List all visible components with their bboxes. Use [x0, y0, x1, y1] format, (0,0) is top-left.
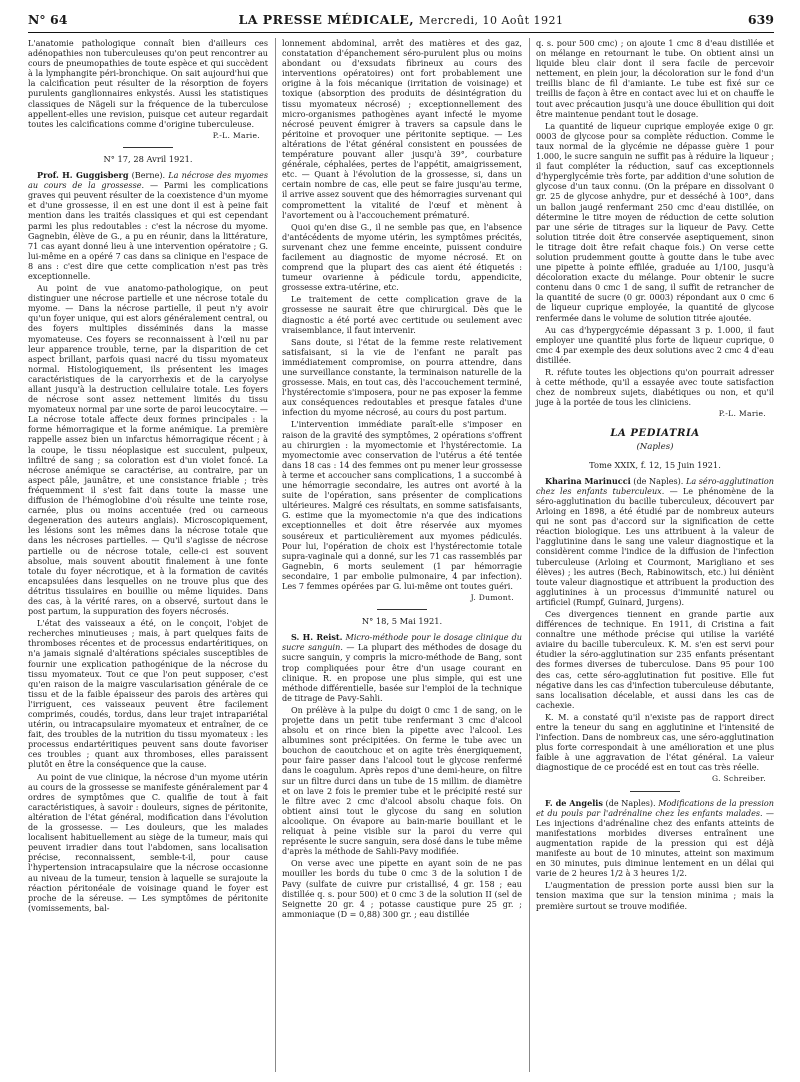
article-abstract — [536, 476, 774, 607]
column-divider — [275, 38, 276, 1072]
paragraph: lonnement abdominal, arrêt des matières et des gaz, constatation d'épanchement séro-purulent plus ou moins abondant ou d'exsudats fibrineux au cours des interventions opératoires) ont fort probablement une origine à la fois mécanique (irritation de voisinage) et toxique (absorption des produits de désintégration du tissu myomateux nécrosé) ; exceptionnellement des micro-organismes pathogènes ayant infecté le myome nécrosé peuvent émigrer à travers sa capsule dans le péritoine et provoquer une péritonite septique. — Les altérations de l'état général consistent en poussées de température pouvant aller jusqu'à 39°, courbature générale, céphalées, pertes de l'appétit, amaigrissement, etc. — Quant à l'évolution de la grossesse, si, dans un certain nombre de cas, elle peut se faire jusqu'au terme, il arrive assez souvent que des hémorragies survenant qui compromettent la vitalité de l'œuf et mènent à l'avortement ou à l'accouchement prématuré. — [282, 38, 522, 220]
paragraph: L'intervention immédiate paraît-elle s'imposer en raison de la gravité des symptômes, 2 opérations s'offrent au chirurgien : la myomectomie et l'hystérectomie. La myomectomie avec conservation de l'utérus a été tentée dans 18 cas : 14 des femmes ont pu mener leur grossesse à terme et accoucher sans complications, 1 a succombé à une hémorragie secondaire, les autres ont avorté à la suite de l'opération, sans présenter de complications ultérieures. Malgré ces résultats, en somme satisfaisants, G. estime que la myomectomie n'a que des indications exceptionnelles et doit être réservée aux myomes souséreux et particulièrement aux myomes pédiculés. Pour lui, l'opération de choix est l'hystérectomie totale supra-vaginale qui a donné, sur les 71 cas rassemblés par Gagnebin, 6 morts seulement (1 par hémorragie secondaire, 1 par embolie pulmonaire, 4 par infection). Les 7 femmes opérées par G. lui-même ont toutes guéri. — [282, 419, 522, 591]
author-place: (de Naples). — [630, 475, 686, 486]
journal-section-city: (Naples) — [636, 441, 674, 452]
column-3 — [536, 38, 774, 913]
author-signature: J. Dumont. — [470, 593, 514, 603]
paragraph: R. réfute toutes les objections qu'on pourrait adresser à cette méthode, qu'il a essayée avec toute satisfaction chez de nombreux sujets, diabétiques ou non, et qu'il juge à la portée de tous les cliniciens. — [536, 367, 774, 408]
paragraph: La quantité de liqueur cuprique employée exige 0 gr. 0003 de glycose pour sa complète réduction. Comme le taux normal de la glycémie ne dépasse guère 1 pour 1.000, le sucre sanguin ne suffit pas à réduire la liqueur ; il faut compléter la réduction, sauf cas exceptionnels d'hyperglycémie très forte, par addition d'une solution de glycose d'un taux connu. (On la prépare en dissolvant 0 gr. 25 de glycose anhydre, pur et desséché à 100°, dans un ballon jaugé renfermant 250 cmc d'eau distillée, on détermine le titre moyen de réduction de cette solution par une série de titrages sur la liqueur de Pavy. Cette solution titrée doit être conservée aseptiquement, sinon le titrage doit être refait chaque fois.) On verse cette solution prudemment goutte à goutte dans le tube avec une pipette à pointe effilée, graduée au 1/100, jusqu'à décoloration exacte du mélange. Pour obtenir le sucre contenu dans 0 cmc 1 de sang, il suffit de retrancher de la quantité de sucre (0 gr. 0003) répondant aux 0 cmc 6 de liqueur cuprique employée, la quantité de glycose renfermée dans le volume de solution titrée ajoutée. — [536, 120, 774, 323]
article-title: Modifications de la pression et du pouls par l'adrénaline chez les enfants malades. — [536, 797, 774, 818]
article-title: La séro-agglutination chez les enfants tuberculeux. — [536, 475, 774, 496]
paragraph: Quoi qu'en dise G., il ne semble pas que, en l'absence d'antécédents de myome utérin, les symptômes précités, survenant chez une femme enceinte, puissent conduire facilement au diagnostic de myome nécrosé. Et on comprend que la plupart des cas aient été étiquetés : tumeur ovarienne à pédicule tordu, appendicite, grossesse extra-utérine, etc. — [282, 221, 522, 293]
author-signature: P.-L. Marie. — [212, 130, 260, 140]
article-title: La nécrose des myomes au cours de la grossesse. — [28, 170, 268, 191]
author-place: (de Naples). — [602, 797, 659, 808]
section-rule — [630, 791, 680, 792]
paragraph: On prélève à la pulpe du doigt 0 cmc 1 de sang, on le projette dans un petit tube renfermant 3 cmc d'alcool absolu et on rince bien la pipette avec l'alcool. Les albumines sont précipitées. On ferme le tube avec un bouchon de caoutchouc et on agite très énergiquement, pour faire passer dans l'alcool tout le glycose renfermé dans le coagulum. Après repos d'une demi-heure, on filtre sur un filtre durci dans un tube de 15 millim. de diamètre et on lave 2 fois le premier tube et le précipité resté sur le filtre avec 2 cmc d'alcool absolu chaque fois. On obtient ainsi tout le glycose du sang en solution alcoolique. On évapore au bain-marie bouillant et le reliquat à peine visible sur la paroi du verre qui représente le sucre sanguin, sera dosé dans le tube même d'après la méthode de Sahli-Pavy modifiée. — [282, 704, 522, 857]
article-title: Micro-méthode pour le dosage clinique du sucre sanguin. — [282, 632, 522, 653]
issue-heading: N° 17, 28 Avril 1921. — [103, 153, 193, 164]
article-text: — Les injections d'adrénaline chez des enfants atteints de manifestations morbides diverses entraînent une augmentation rapide de la pression qui est déjà manifeste au bout de 10 minutes, atteint son maximum en 30 minutes, puis diminue lentement en un délai qui varie de 2 heures 1/2 à 3 heures 1/2. — [536, 807, 774, 879]
paragraph: Le traitement de cette complication grave de la grossesse ne saurait être que chirurgical. Dès que le diagnostic a été porté avec certitude ou seulement avec vraisemblance, il faut intervenir. — [282, 294, 522, 335]
issue-number: N° 64 — [28, 12, 68, 27]
paragraph: Au cas d'hypergycémie dépassant 3 p. 1.000, il faut employer une quantité plus forte de liqueur cuprique, 0 cmc 4 par exemple des deux solutions avec 2 cmc 4 d'eau distillée. — [536, 324, 774, 365]
issue-date: Mercredi, 10 Août 1921 — [418, 14, 564, 27]
journal-section-title: LA PEDIATRIA — [610, 428, 700, 440]
article-abstract — [282, 632, 522, 703]
article-author: S. H. Reist. — [291, 632, 343, 643]
article-abstract — [28, 170, 268, 281]
article-author: Kharina Marinucci — [545, 475, 631, 486]
paragraph: q. s. pour 500 cmc) ; on ajoute 1 cmc 8 d'eau distillée et on mélange en retournant le tube. On obtient ainsi un liquide bleu clair dont il sera facile de percevoir nettement, en plein jour, la décoloration sur le fond d'un treillis blanc de fil d'amiante. Le tube est fixé sur ce treillis de façon à être en contact avec lui et on chauffe le tout avec précaution jusqu'à une douce ébullition qui doit être maintenue pendant tout le dosage. — [536, 38, 774, 119]
article-abstract — [536, 798, 774, 879]
article-text: — Parmi les complications graves qui peuvent résulter de la coexistence d'un myome et d'une grossesse, il en est une dont il est à peine fait mention dans les traités classiques et qui est cependant parmi les plus redoutables : c'est la nécrose du myome. Gagnebin, élève de G., a pu en réunir, dans la littérature, 71 cas ayant donné lieu à une intervention opératoire ; G. lui-même en a opéré 7 cas dans sa clinique en l'espace de 8 ans : c'est dire que cette complication n'est pas très exceptionnelle. — [28, 180, 268, 281]
journal-title — [28, 12, 774, 27]
paragraph: L'augmentation de pression porte aussi bien sur la tension maxima que sur la tension minima ; mais la première surtout se trouve modifiée. — [536, 880, 774, 911]
section-rule — [377, 609, 427, 610]
running-head — [28, 10, 774, 33]
page-number: 639 — [747, 12, 774, 27]
journal-name: LA PRESSE MÉDICALE, — [238, 12, 415, 27]
article-text: — Le phénomène de la séro-agglutination du bacille tuberculeux, découvert par Arloing en 1898, a été étudié par de nombreux auteurs qui ne sont pas d'accord sur la signification de cette réaction biologique. Les uns attribuent à la valeur de l'agglutinine dans le sang une valeur diagnostique et la considèrent comme l'indice de la diffusion de l'infection tuberculeuse (Arloing et Courmont, Marigliano et ses élèves) ; les autres (Bech, Rabinowitsch, etc.) lui déniènt toute valeur diagnostique et attribuent la production des agglutinines à un processus d'immunité naturel ou artificiel (Rumpf, Guinard, Jurgens). — [536, 485, 774, 607]
paragraph: L'état des vaisseaux a été, on le conçoit, l'objet de recherches minutieuses ; mais, à part quelques faits de thromboses récentes et de processus endartéritiques, on n'a jamais signalé d'altérations spéciales susceptibles de fournir une explication pathogénique de la nécrose du tissu myomateux. Tout ce que l'on peut supposer, c'est qu'en raison de la maigre vascularisation générale de ce tissu et de la faible épaisseur des parois des artères qui l'irriguent, ces vaisseaux peuvent être facilement comprimés, coudés, tordus, dans leur trajet intrapariétal utérin, ou intracapsulaire myomateux et entraîner, de ce fait, des troubles de la nutrition du tissu myomateux : les processus endartéritiques peuvent sans doute favoriser ces troubles ; quant aux thromboses, elles paraissent plutôt en être la conséquence que la cause. — [28, 618, 268, 770]
paragraph: Au point de vue anatomo-pathologique, on peut distinguer une nécrose partielle et une nécrose totale du myome. — Dans la nécrose partielle, il peut n'y avoir qu'un foyer unique, qui est alors généralement central, ou des foyers multiples disséminés dans la masse myomateuse. Ces foyers se reconnaissent à l'œil nu par leur apparence trouble, terne, par la disparition de cet aspect brillant, parfois quasi nacré du tissu myomateux normal. Histologiquement, ils présentent les images caractéristiques de la caryorrhexis et de la caryolyse allant jusqu'à la destruction cellulaire totale. Les foyers de nécrose sont assez nettement limités du tissu myomateux normal par une sorte de paroi leucocytaire. — La nécrose totale affecte deux formes principales : la forme hémorragique et la forme anémique. La première rappelle assez bien un infarctus hémorragique récent ; à la coupe, le tissu néoplasique est succulent, pulpeux, infiltré de sang ; sa coloration est d'un violet foncé. La nécrose anémique se caractérise, au contraire, par un aspect pâle, jaunâtre, et une consistance friable ; très fréquemment il s'est fait dans toute la masse une diffusion de l'hémoglobine d'où résulte une teinte rose, carnée, plus ou moins accentuée (red ou carneous degeneration des auteurs anglais). Microscopiquement, les lésions sont les mêmes dans la nécrose totale que dans les nécroses partielles. — Qu'il s'agisse de nécrose partielle ou de nécrose totale, celle-ci est souvent absolue, mais souvent aboutit finalement à une fonte totale du foyer nécrotique, et à la formation de cavités encapsulées dans lesquelles on ne trouve plus que des détritus tissulaires en bouillie ou même liquides. Dans des cas, à la vérité rares, on a observé, surtout dans le post partum, la suppuration des foyers nécrosés. — [28, 283, 268, 617]
paragraph: On verse avec une pipette en ayant soin de ne pas mouiller les bords du tube 0 cmc 3 de la solution I de Pavy (sulfate de cuivre pur cristallisé, 4 gr. 158 ; eau distillée q. s. pour 500) et 0 cmc 3 de la solution II (sel de Seignette 20 gr. 4 ; potasse caustique pure 25 gr. ; ammoniaque (D = 0,88) 300 gr. ; eau distillée — [282, 858, 522, 919]
author-signature: P.-L. Marie. — [718, 409, 766, 419]
article-text: — La plupart des méthodes de dosage du sucre sanguin, y compris la micro-méthode de Bang, sont trop compliquées pour être d'un usage courant en clinique. R. en propose une plus simple, qui est une méthode différentielle, basée sur l'emploi de la technique de titrage de Pavy-Sahli. — [282, 642, 522, 703]
column-divider — [529, 38, 530, 1072]
author-signature: G. Schreiber. — [712, 774, 766, 784]
author-place: (Berne). — [128, 170, 169, 181]
article-author: F. de Angelis — [545, 797, 603, 808]
column-1 — [28, 38, 268, 915]
paragraph: Sans doute, si l'état de la femme reste relativement satisfaisant, si la vie de l'enfant ne paraît pas immédiatement compromise, on pourra attendre, dans une surveillance constante, la terminaison naturelle de la grossesse. Mais, en tout cas, dès l'accouchement terminé, l'hystérectomie s'imposera, pour ne pas exposer la femme aux conséquences redoutables et presque fatales d'une infection du myome nécrosé, au cours du post partum. — [282, 336, 522, 418]
paragraph: Ces divergences tiennent en grande partie aux différences de technique. En 1911, di Cristina a fait connaître une méthode précise qui utilise la variété aviaire du bacille tuberculeux. K. M. s'en est servi pour étudier la séro-agglutination sur 235 enfants présentant des formes diverses de tuberculose. Dans 95 pour 100 des cas, cette séro-agglutination fut positive. Elle fut négative dans les cas d'infection tuberculeuse débutante, sans localisation décelable, et aussi dans les cas de cachexie. — [536, 608, 774, 710]
article-author: Prof. H. Guggisberg — [37, 170, 129, 181]
paragraph: L'anatomie pathologique connaît bien d'ailleurs ces adénopathies non tuberculeuses qu'on peut rencontrer au cours de pneumopathies de toute espèce et qui succèdent à la lymphangite péri-bronchique. On sait aujourd'hui que la calcification peut résulter de la résorption de foyers purulents ganglionnaires enkystés. Aussi les statistiques classiques de Nägeli sur la fréquence de la tuberculose appellent-elles une revision, puisque cet auteur regardait toutes les calcifications comme d'origine tuberculeuse. — [28, 38, 268, 129]
paragraph: Au point de vue clinique, la nécrose d'un myome utérin au cours de la grossesse se manifeste généralement par 4 ordres de symptômes que C. qualifie de tout à fait caractéristiques, à savoir : douleurs, signes de péritonite, altération de l'état général, modification dans l'évolution de la grossesse. — Les douleurs, que les malades localisent habituellement au siège de la tumeur, mais qui peuvent irradier dans tout l'abdomen, sans localisation précise, reconnaissent, semble-t-il, pour cause l'hypertension intracapsulaire que la nécrose occasionne au niveau de la tumeur, tension à laquelle se surajoute la réaction péritonéale de voisinage quand le foyer est proche de la séreuse. — Les symptômes de péritonite (vomissements, bal- — [28, 771, 268, 913]
section-rule — [123, 147, 173, 148]
column-2 — [282, 38, 522, 921]
issue-heading: N° 18, 5 Mai 1921. — [361, 616, 443, 627]
paragraph: K. M. a constaté qu'il n'existe pas de rapport direct entre la teneur du sang en agglutinine et l'intensité de l'infection. Dans de nombreux cas, une séro-agglutination plus forte correspondait à une amélioration et une plus faible à une aggravation de l'état général. La valeur diagnostique de ce procédé est en tout cas très réelle. — [536, 711, 774, 773]
journal-page — [28, 10, 774, 1072]
issue-heading: Tome XXIX, f. 12, 15 Juin 1921. — [589, 459, 721, 470]
